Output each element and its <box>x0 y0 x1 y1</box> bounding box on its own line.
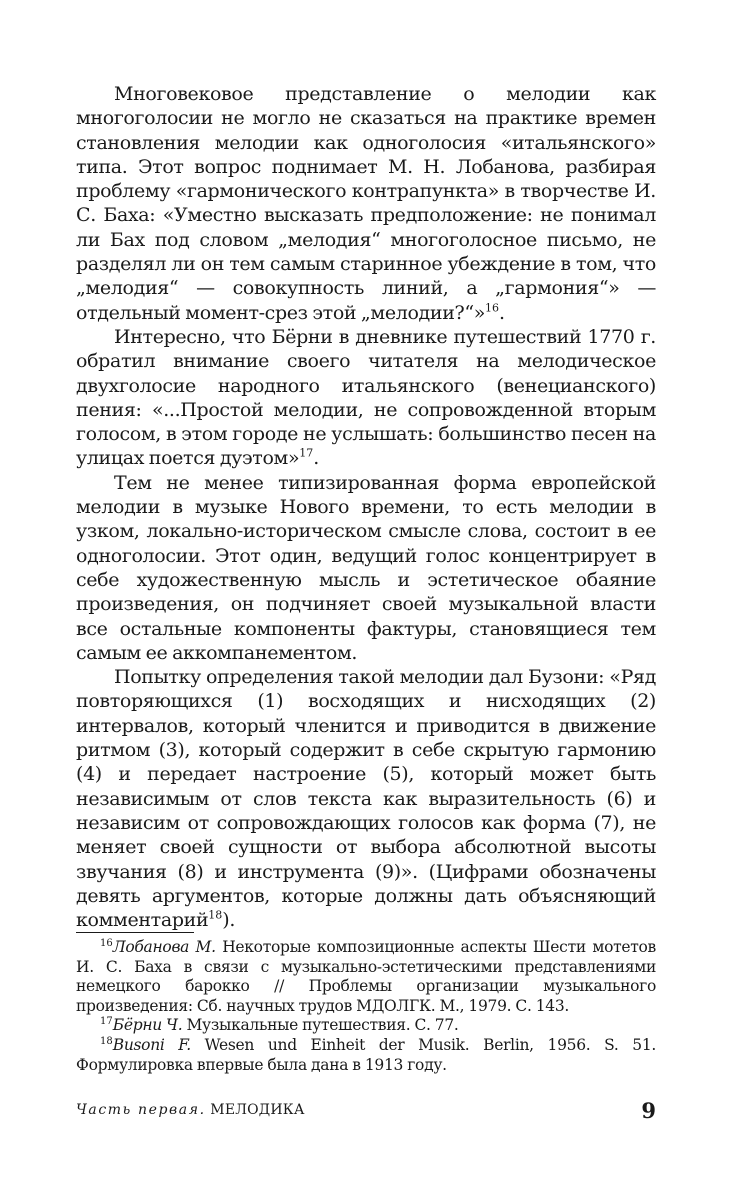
paragraph-3-text: Тем не менее типизированная форма европейской мелодии в музыке Нового времени, то есть мелодии в узком, локально-историческом смысле слова, состоит в ее одноголосии. Этот один, ведущий голос концентрирует в себе художественную мысль и эстетическое обаяние произведения, он подчиняет своей музыкальной власти все остальные компоненты фактуры, становящиеся тем самым ее аккомпанементом. <box>76 471 656 664</box>
running-title-section: МЕЛОДИКА <box>210 1102 305 1118</box>
footnotes <box>76 938 656 1075</box>
paragraph-2-end: . <box>313 447 319 470</box>
footnote-18 <box>76 1036 656 1075</box>
footnote-author: Лобанова М. <box>112 938 216 956</box>
paragraph-3 <box>76 471 656 665</box>
footnote-ref-16[interactable]: 16 <box>485 301 500 315</box>
paragraph-1-text: Многовековое представление о мелодии как многоголосии не могло не сказаться на практике времен становления мелодии как одноголосия «итальянского» типа. Этот вопрос поднимает М. Н. Лобанова, разбирая проблему «гармонического контрапункта» в творчестве И. С. Баха: «Уместно высказать предположение: не понимал ли Бах под словом „мелодия“ многоголосное письмо, не разделял ли он тем самым старинное убеждение в том, что „мелодия“ — совокупность линий, а „гармония“» — отдельный момент-срез этой „мелодии?“» <box>76 83 656 324</box>
footnote-number: 18 <box>100 1035 113 1047</box>
running-title-part: Часть первая. <box>76 1102 206 1118</box>
paragraph-2 <box>76 325 656 471</box>
paragraph-4-text: Попытку определения такой мелодии дал Бузони: «Ряд повторяющихся (1) восходящих и нисходящих (2) интервалов, который членится и приводится в движение ритмом (3), который содержит в себе скрытую гармонию (4) и передает настроение (5), который может быть независимым от слов текста как выразительность (6) и независим от сопровождающих голосов как форма (7), не меняет своей сущности от выбора абсолютной высоты звучания (8) и инструмента (9)». (Цифрами обозначены девять аргументов, которые должны дать объясняющий комментарий <box>76 666 656 932</box>
main-text <box>76 82 656 932</box>
footnote-number: 17 <box>100 1016 113 1028</box>
paragraph-2-text: Интересно, что Бёрни в дневнике путешествий 1770 г. обратил внимание своего читателя на мелодическое двухголосие народного итальянского (венецианского) пения: «...Простой мелодии, не сопровожденной вторым голосом, в этом городе не услышать: большинство песен на улицах поется дуэтом» <box>76 325 656 470</box>
footnote-ref-18[interactable]: 18 <box>208 908 223 922</box>
footnote-17 <box>76 1016 656 1036</box>
footnote-number: 16 <box>100 937 113 949</box>
paragraph-1: Многовековое представление о мелодии как многоголосии не могло не сказаться на практике времен становления мелодии как одноголосия «итальянского» типа. Этот вопрос поднимает М. Н. Лобанова, разбирая проблему «гармонического контрапункта» в творчестве И. С. Баха: «Уместно высказать предположение: не понимал ли Бах под словом „мелодия“ многоголосное письмо, не разделял ли он тем самым старинное убеждение в том, что „мелодия“ — совокупность линий, а „гармония“» — отдельный момент-срез этой „мелодии?“»$^{16}$. <box>76 83 656 324</box>
footnote-text: Музыкальные путешествия. С. 77. <box>182 1016 459 1035</box>
footnote-author: Busoni F. <box>112 1035 191 1054</box>
paragraph-4 <box>76 665 656 932</box>
footnote-text: Wesen und Einheit der Musik. Berlin, 1956. S. 51. Формулировка впервые была дана в 1913 году. <box>76 1035 657 1074</box>
paragraph-4-end: ). <box>222 909 236 932</box>
page-footer <box>76 1098 656 1124</box>
footnote-text: Некоторые композиционные аспекты Шести мотетов И. С. Баха в связи с музыкально-эстетическими представлениями немецкого барокко // Проблемы организации музыкального произведения: Сб. научных трудов МДОЛГК. М., 1979. С. 143. <box>76 938 656 1015</box>
footnote-author: Бёрни Ч. <box>112 1016 183 1035</box>
footnote-divider <box>76 932 194 933</box>
running-title <box>76 1102 305 1118</box>
footnote-ref-17[interactable]: 17 <box>299 447 314 461</box>
footnote-16 <box>76 938 656 1016</box>
page-number: 9 <box>641 1098 656 1123</box>
